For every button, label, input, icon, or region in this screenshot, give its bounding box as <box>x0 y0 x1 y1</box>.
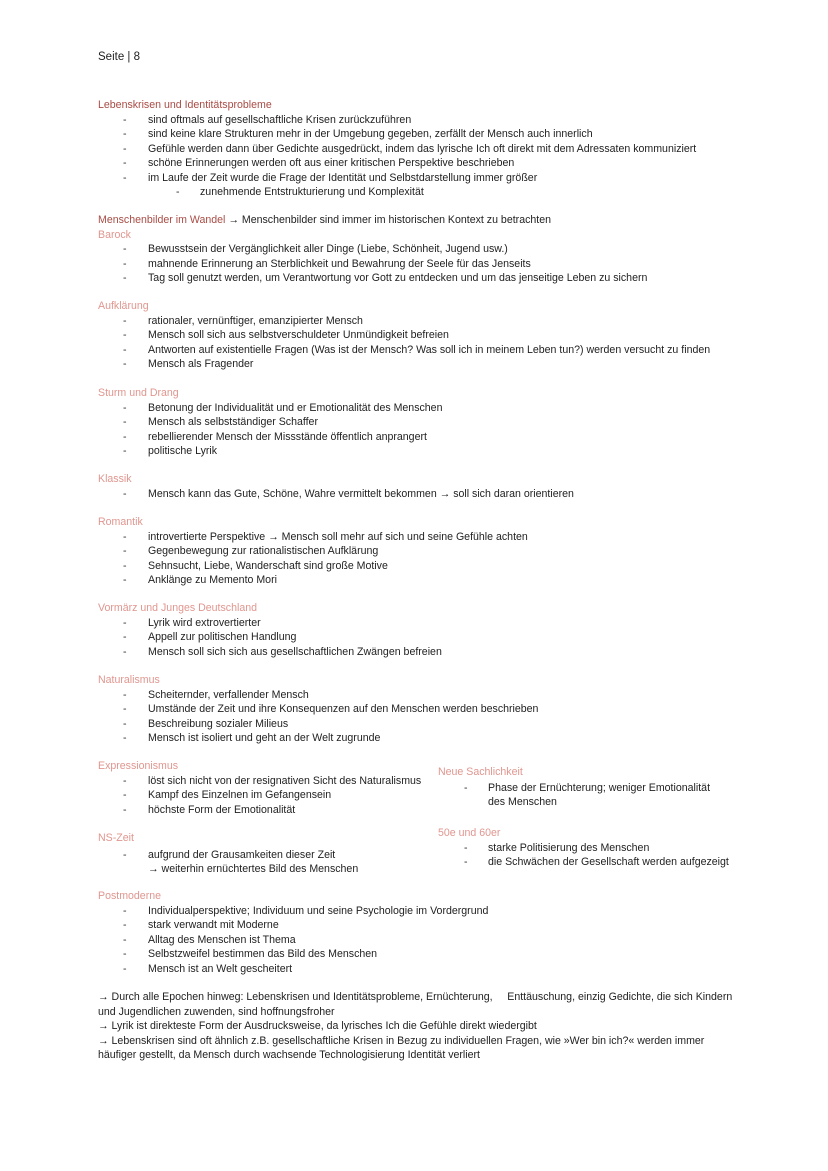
list-item: - Lyrik wird extrovertierter <box>98 616 738 631</box>
section-heading: Vormärz und Junges Deutschland <box>98 602 257 614</box>
list-item: - mahnende Erinnerung an Sterblichkeit und Bewahrung der Seele für das Jenseits <box>98 257 738 272</box>
list-item: - Alltag des Menschen ist Thema <box>98 933 738 948</box>
list-item: - introvertierte Perspektive → Mensch soll mehr auf sich und seine Gefühle achten <box>98 530 738 545</box>
list-item: - rationaler, vernünftiger, emanzipierter Mensch <box>98 314 738 329</box>
section-aufklaerung <box>98 299 738 372</box>
list-item: - im Laufe der Zeit wurde die Frage der Identität und Selbstdarstellung immer größer <box>98 171 738 186</box>
bullet-list <box>98 314 738 372</box>
list-item: - politische Lyrik <box>98 444 738 459</box>
list-item: - Gefühle werden dann über Gedichte ausgedrückt, indem das lyrische Ich oft direkt mit dem Adressaten kommuniziert <box>98 142 738 157</box>
bullet-list <box>98 530 738 588</box>
section-vormaerz <box>98 601 738 659</box>
section-naturalismus <box>98 673 738 746</box>
list-item: - sind oftmals auf gesellschaftliche Krisen zurückzuführen <box>98 113 738 128</box>
list-item: - Mensch ist an Welt gescheitert <box>98 962 738 977</box>
section-heading: Romantik <box>98 516 143 528</box>
summary-notes <box>98 990 734 1063</box>
section-heading: Expressionismus <box>98 760 179 772</box>
bullet-list <box>98 616 738 660</box>
bullet-list <box>438 841 738 870</box>
section-heading: Neue Sachlichkeit <box>438 766 523 778</box>
bullet-list <box>98 401 738 459</box>
section-klassik <box>98 472 738 501</box>
list-item: - Tag soll genutzt werden, um Verantwortung vor Gott zu entdecken und um das jenseitige Leben zu sichern <box>98 271 738 286</box>
section-ns-zeit <box>98 831 428 877</box>
list-item: - Gegenbewegung zur rationalistischen Aufklärung <box>98 544 738 559</box>
page-number: Seite | 8 <box>98 51 140 63</box>
section-heading: NS-Zeit <box>98 832 134 844</box>
sub-list-item: - zunehmende Entstrukturierung und Komplexität <box>98 185 738 200</box>
section-heading: 50e und 60er <box>438 827 501 839</box>
bullet-list <box>98 487 738 502</box>
section-heading: Klassik <box>98 473 132 485</box>
section-sturm-und-drang <box>98 386 738 459</box>
section-romantik <box>98 515 738 588</box>
section-expressionismus <box>98 759 428 817</box>
list-item: - stark verwandt mit Moderne <box>98 918 738 933</box>
summary-line: → Durch alle Epochen hinweg: Lebenskrisen und Identitätsprobleme, Ernüchterung, Enttäuschung, einzig Gedichte, die sich Kindern und Jugendlichen zuwenden, sind hoffnungsfroher <box>98 991 736 1018</box>
list-item: - sind keine klare Strukturen mehr in der Umgebung gegeben, zerfällt der Mensch auch innerlich <box>98 127 738 142</box>
list-item: - Kampf des Einzelnen im Gefangensein <box>98 788 428 803</box>
menschenbilder-line <box>98 213 738 228</box>
list-item: - Anklänge zu Memento Mori <box>98 573 738 588</box>
section-lebenskrisen <box>98 98 738 200</box>
list-item: - schöne Erinnerungen werden oft aus einer kritischen Perspektive beschrieben <box>98 156 738 171</box>
list-item: - Betonung der Individualität und er Emotionalität des Menschen <box>98 401 738 416</box>
list-item: - löst sich nicht von der resignativen Sicht des Naturalismus <box>98 774 428 789</box>
list-item: - Mensch soll sich sich aus gesellschaftlichen Zwängen befreien <box>98 645 738 660</box>
list-item: - Mensch ist isoliert und geht an der Welt zugrunde <box>98 731 738 746</box>
summary-line: → Lebenskrisen sind oft ähnlich z.B. gesellschaftliche Krisen in Bezug zu individuellen Fragen, wie »Wer bin ich?« werden immer häufiger gestellt, da Mensch durch wachsende Technologisierung Identität verliert <box>98 1034 705 1061</box>
list-item: - Appell zur politischen Handlung <box>98 630 738 645</box>
section-heading: Naturalismus <box>98 674 160 686</box>
bullet-list <box>98 774 428 818</box>
section-menschenbilder <box>98 213 738 286</box>
section-neue-sachlichkeit <box>438 765 738 810</box>
list-item: - Mensch als Fragender <box>98 357 738 372</box>
bullet-list <box>98 904 738 977</box>
bullet-list <box>98 242 738 286</box>
section-heading: Sturm und Drang <box>98 387 179 399</box>
list-item: - Individualperspektive; Individuum und seine Psychologie im Vordergrund <box>98 904 738 919</box>
list-item: - Phase der Ernüchterung; weniger Emotionalität des Menschen <box>438 781 728 810</box>
bullet-list <box>98 688 738 746</box>
bullet-list <box>98 113 738 200</box>
bullet-list <box>98 848 428 877</box>
list-item: - Umstände der Zeit und ihre Konsequenzen auf den Menschen werden beschrieben <box>98 702 738 717</box>
list-item: - Mensch als selbstständiger Schaffer <box>98 415 738 430</box>
list-item-line: - aufgrund der Grausamkeiten dieser Zeit <box>148 848 336 861</box>
list-item: - Sehnsucht, Liebe, Wanderschaft sind große Motive <box>98 559 738 574</box>
list-item: - starke Politisierung des Menschen <box>438 841 738 856</box>
list-item: - Selbstzweifel bestimmen das Bild des Menschen <box>98 947 738 962</box>
section-heading: Lebenskrisen und Identitätsprobleme <box>98 99 272 111</box>
summary-line: → Lyrik ist direkteste Form der Ausdrucksweise, da lyrisches Ich die Gefühle direkt wiedergibt <box>98 1020 537 1032</box>
section-50er-60er <box>438 826 738 870</box>
list-item: - Beschreibung sozialer Milieus <box>98 717 738 732</box>
list-item: - Scheiternder, verfallender Mensch <box>98 688 738 703</box>
list-item: - Antworten auf existentielle Fragen (Was ist der Mensch? Was soll ich in meinem Leben tun?) werden versucht zu finden <box>98 343 738 358</box>
section-heading: Menschenbilder im Wandel <box>98 214 226 226</box>
list-item: - rebellierender Mensch der Missstände öffentlich anprangert <box>98 430 738 445</box>
section-heading: Aufklärung <box>98 300 149 312</box>
section-heading: Postmoderne <box>98 890 162 902</box>
section-postmoderne <box>98 889 738 976</box>
list-item-line: → weiterhin ernüchtertes Bild des Menschen <box>148 863 359 875</box>
list-item: - Mensch kann das Gute, Schöne, Wahre vermittelt bekommen → soll sich daran orientieren <box>98 487 738 502</box>
menschenbilder-text: → Menschenbilder sind immer im historischen Kontext zu betrachten <box>225 214 551 226</box>
list-item: - Mensch soll sich aus selbstverschuldeter Unmündigkeit befreien <box>98 328 738 343</box>
list-item: - Bewusstsein der Vergänglichkeit aller Dinge (Liebe, Schönheit, Jugend usw.) <box>98 242 738 257</box>
bullet-list <box>438 781 738 810</box>
list-item: - die Schwächen der Gesellschaft werden aufgezeigt <box>438 855 738 870</box>
list-item: - höchste Form der Emotionalität <box>98 803 428 818</box>
section-heading-barock: Barock <box>98 228 131 241</box>
list-item <box>98 848 428 877</box>
